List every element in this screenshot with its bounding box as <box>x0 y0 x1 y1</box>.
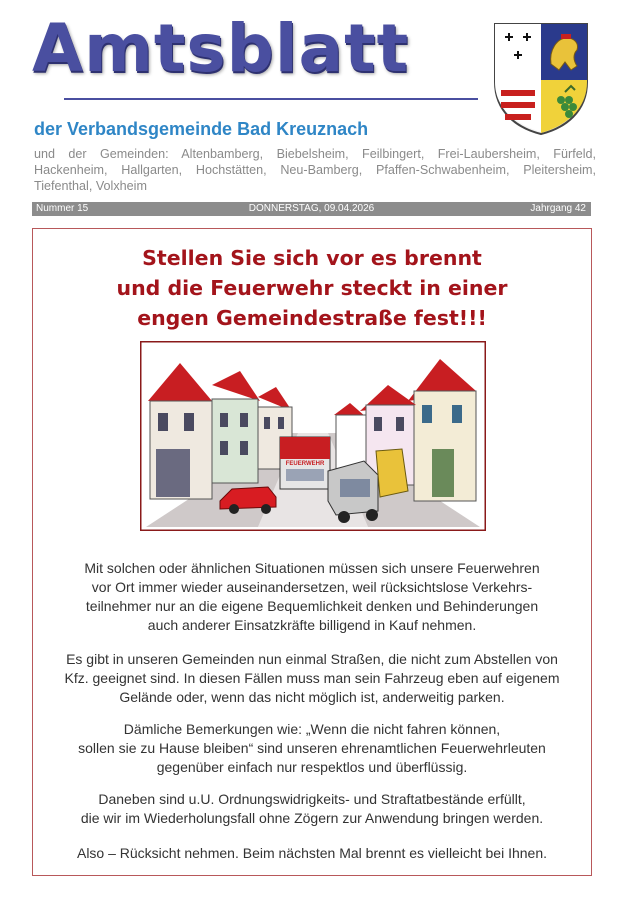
text-line: Es gibt in unseren Gemeinden nun einmal Straßen, die nicht zum Abstellen von <box>66 651 558 667</box>
text-line: auch anderer Einsatzkräfte billigend in Kauf nehmen. <box>147 617 477 633</box>
text-line: Daneben sind u.U. Ordnungswidrigkeits- und Straftatbestände erfüllt, <box>98 791 526 807</box>
member-communities: und der Gemeinden: Altenbamberg, Biebelsheim, Feilbingert, Frei-Laubersheim, Fürfeld, Hackenheim, Hallgarten, Hochstätten, Neu-Bamberg, Pfaffen-Schwabenheim, Pleitersheim, Tiefenthal, Volxheim <box>34 147 596 193</box>
issue-date: DONNERSTAG, 09.04.2026 <box>248 203 375 214</box>
text-line: Kfz. geeignet sind. In diesen Fällen muss man sein Fahrzeug eben auf eigenem <box>64 670 560 686</box>
headline-line: Stellen Sie sich vor es brennt <box>142 246 482 270</box>
paragraph-4 <box>41 790 583 828</box>
notice-headline <box>33 243 591 333</box>
masthead-rule <box>64 98 478 100</box>
text-line: gegenüber einfach nur respektlos und überflüssig. <box>156 759 468 775</box>
notice-box <box>32 228 592 876</box>
paragraph-1 <box>41 559 583 635</box>
text-line: Dämliche Bemerkungen wie: „Wenn die nicht fahren können, <box>123 721 501 737</box>
subtitle: der Verbandsgemeinde Bad Kreuznach <box>34 119 369 139</box>
text-line: die wir im Wiederholungsfall ohne Zögern zur Anwendung bringen werden. <box>80 810 544 826</box>
headline-line: und die Feuerwehr steckt in einer <box>116 276 508 300</box>
text-line: teilnehmer nur an die eigene Bequemlichkeit denken und Behinderungen <box>85 598 539 614</box>
text-line: Gelände oder, wenn das nicht möglich ist, anderweitig parken. <box>119 689 505 705</box>
paragraph-3 <box>41 720 583 777</box>
text-line: sollen sie zu Hause bleiben“ sind unseren ehrenamtlichen Feuerwehrleuten <box>78 740 546 756</box>
text-line: Also – Rücksicht nehmen. Beim nächsten Mal brennt es vielleicht bei Ihnen. <box>76 845 548 861</box>
text-line: vor Ort immer wieder auseinandersetzen, weil rücksichtslose Verkehrs- <box>91 579 533 595</box>
masthead-title: Amtsblatt <box>32 10 410 87</box>
paragraph-2 <box>41 650 583 707</box>
text-line: Mit solchen oder ähnlichen Situationen müssen sich unsere Feuerwehren <box>84 560 540 576</box>
narrow-street-illustration <box>140 341 486 531</box>
paragraph-5 <box>41 844 583 863</box>
coat-of-arms-icon <box>491 20 591 138</box>
issue-number: Nummer 15 <box>36 203 89 214</box>
issue-volume: Jahrgang 42 <box>530 203 586 214</box>
headline-line: engen Gemeindestraße fest!!! <box>137 306 487 330</box>
truck-label: FEUERWEHR <box>285 461 325 467</box>
issue-bar <box>32 202 591 216</box>
